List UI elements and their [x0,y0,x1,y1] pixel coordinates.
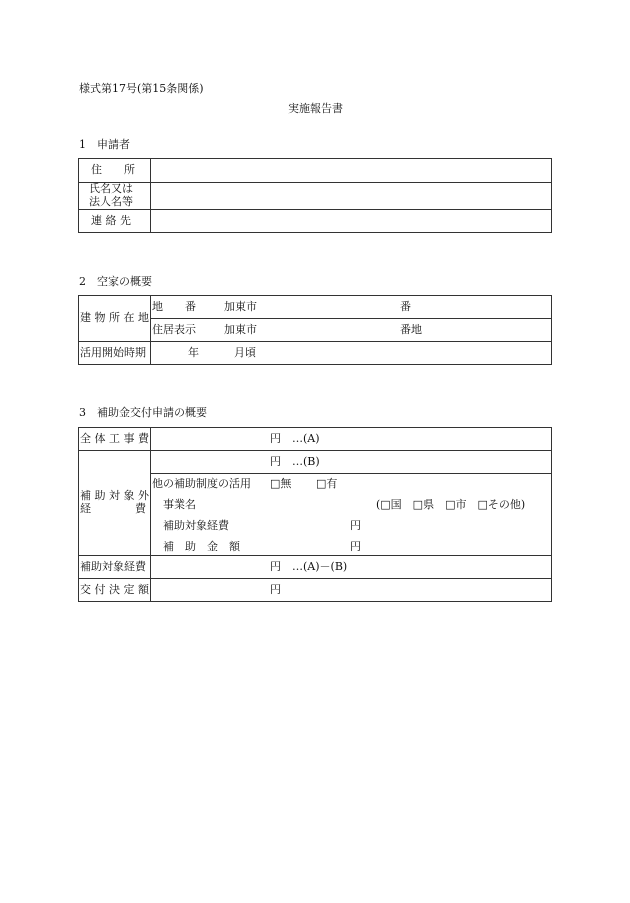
lot-suffix: 番 [400,299,411,313]
subsidy-table [78,427,552,602]
lot-city: 加東市 [224,299,257,313]
residence-cell[interactable] [151,319,552,342]
eligible-cost-sub-unit: 円 [350,518,361,532]
address-row [79,159,552,183]
total-row [79,428,552,451]
year-label: 年 [188,345,199,359]
contact-field[interactable] [151,210,552,233]
month-label: 月頃 [234,345,256,359]
other-system-label: 他の補助制度の活用 [152,476,251,490]
name-label-line2: 法人名等 [89,195,133,208]
section3-heading: 3 補助金交付申請の概要 [79,406,207,419]
excluded-label-line2: 経 費 [80,502,146,515]
residence-city: 加東市 [224,322,257,336]
issuer-options[interactable]: (□国 □県 □市 □その他) [376,497,526,511]
residence-label: 住居表示 [152,322,196,336]
address-label: 住 所 [79,159,151,183]
name-label [79,183,151,210]
excluded-row [79,451,552,474]
building-location-label: 建 物 所 在 地 [79,296,151,342]
form-number: 様式第17号(第15条関係) [79,82,204,95]
start-cell[interactable] [151,342,552,365]
excluded-label [79,451,151,556]
eligible-row [79,556,552,579]
decision-label: 交 付 決 定 額 [79,579,151,602]
residence-suffix: 番地 [400,322,422,336]
lot-cell[interactable] [151,296,552,319]
eligible-cost-sub-label: 補助対象経費 [163,518,229,532]
eligible-cell[interactable] [151,556,552,579]
excluded-cell[interactable] [151,451,552,474]
eligible-label: 補助対象経費 [79,556,151,579]
decision-row [79,579,552,602]
vacant-house-table [78,295,552,365]
subsidy-amount-unit: 円 [350,539,361,553]
total-label: 全 体 工 事 費 [79,428,151,451]
option-yes-checkbox[interactable]: □有 [316,476,338,490]
applicant-table [78,158,552,233]
start-row [79,342,552,365]
contact-row [79,210,552,233]
project-name-label: 事業名 [163,497,196,511]
lot-row [79,296,552,319]
address-field[interactable] [151,159,552,183]
contact-label: 連 絡 先 [79,210,151,233]
name-row [79,183,552,210]
section1-heading: 1 申請者 [79,138,130,151]
excluded-label-line1: 補 助 対 象 外 [80,489,149,503]
excluded-unit: 円 …(B) [270,454,320,468]
name-label-line1: 氏名又は [89,182,133,196]
section2-heading: 2 空家の概要 [79,275,152,288]
lot-label: 地 番 [152,299,196,313]
subsidy-amount-label: 補 助 金 額 [163,539,240,553]
option-none-checkbox[interactable]: □無 [270,476,292,490]
document-title: 実施報告書 [288,102,343,115]
eligible-unit: 円 …(A)－(B) [270,559,348,573]
total-cell[interactable] [151,428,552,451]
decision-cell[interactable] [151,579,552,602]
decision-unit: 円 [270,582,281,596]
name-field[interactable] [151,183,552,210]
start-label: 活用開始時期 [79,342,151,365]
total-unit: 円 …(A) [270,431,320,445]
other-system-cell [151,474,552,556]
